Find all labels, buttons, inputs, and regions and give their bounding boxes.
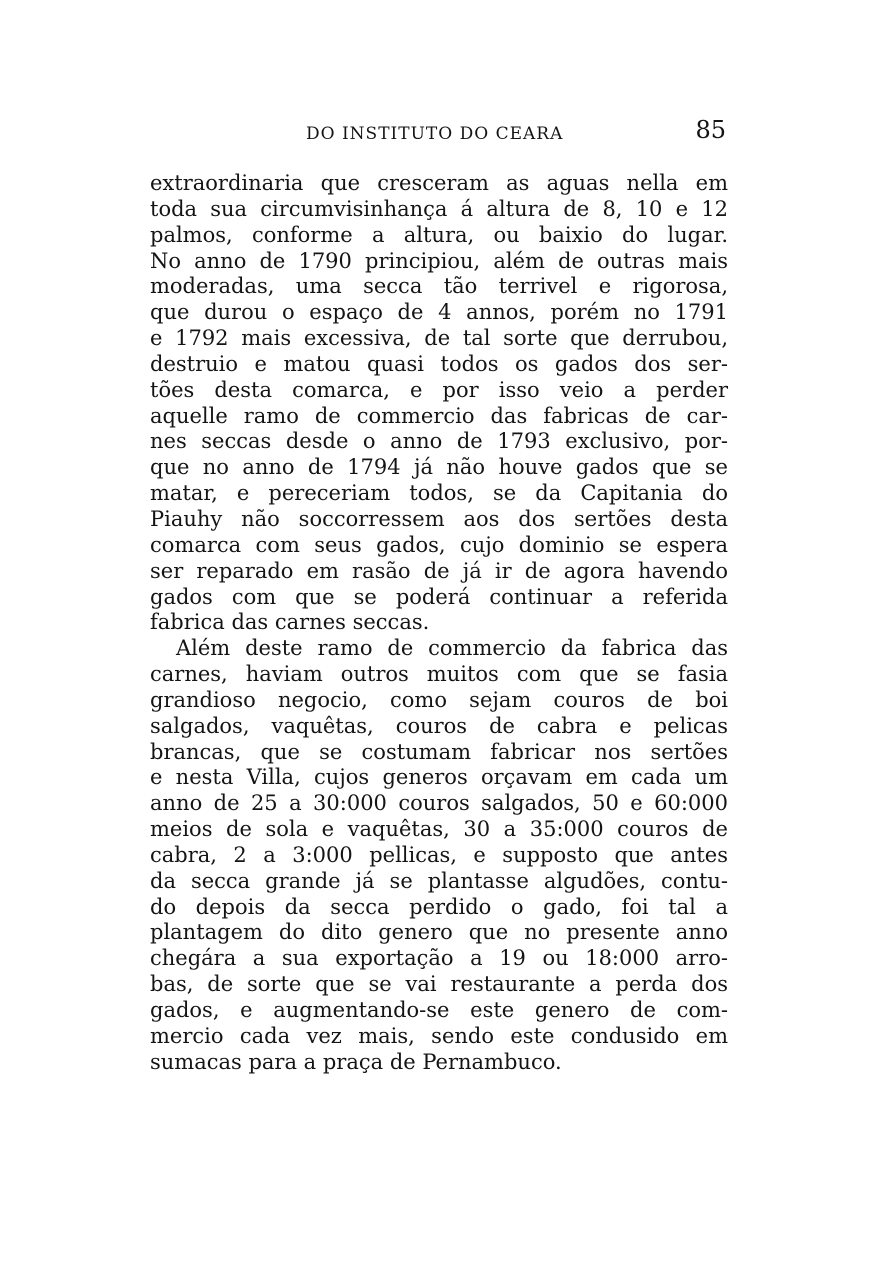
text-line: matar, e pereceriam todos, se da Capitania do: [150, 481, 728, 506]
text-line: e 1792 mais excessiva, de tal sorte que derrubou,: [150, 326, 728, 351]
text-line: moderadas, uma secca tão terrivel e rigorosa,: [150, 274, 728, 299]
text-line: bas, de sorte que se vai restaurante a perda dos: [150, 972, 728, 997]
text-line: Piauhy não soccorressem aos dos sertões desta: [150, 506, 728, 531]
text-line: grandioso negocio, como sejam couros de boi: [150, 687, 728, 712]
text-line: nes seccas desde o anno de 1793 exclusivo, por-: [150, 429, 728, 454]
text-line: plantagem do dito genero que no presente anno: [150, 920, 728, 945]
paragraph-end-line: sumacas para a praça de Pernambuco.: [150, 1049, 562, 1074]
text-line: cabra, 2 a 3:000 pellicas, e supposto que antes: [150, 842, 728, 867]
page-number: 85: [695, 116, 726, 144]
text-line: da secca grande já se plantasse algudões, contu-: [150, 868, 728, 893]
text-line: meios de sola e vaquêtas, 30 a 35:000 couros de: [150, 817, 728, 842]
text-line: aquelle ramo de commercio das fabricas de car-: [150, 403, 728, 428]
text-line: gados, e augmentando-se este genero de com-: [150, 998, 728, 1022]
text-line: chegára a sua exportação a 19 ou 18:000 arro-: [150, 946, 728, 971]
text-line: do depois da secca perdido o gado, foi tal a: [150, 894, 728, 919]
text-line: brancas, que se costumam fabricar nos sertões: [150, 739, 728, 764]
text-line: anno de 25 a 30:000 couros salgados, 50 e 60:000: [150, 791, 728, 816]
text-line: ser reparado em rasão de já ir de agora havendo: [150, 558, 728, 583]
text-line: destruio e matou quasi todos os gados dos ser-: [150, 351, 728, 376]
text-line: mercio cada vez mais, sendo este condusido em: [150, 1023, 728, 1048]
text-line: palmos, conforme a altura, ou baixio do lugar.: [150, 222, 728, 247]
text-line: comarca com seus gados, cujo dominio se espera: [150, 532, 728, 557]
paragraph-end-line: fabrica das carnes seccas.: [150, 610, 430, 635]
text-line: extraordinaria que cresceram as aguas nella em: [150, 171, 728, 195]
text-line: tões desta comarca, e por isso veio a perder: [150, 377, 728, 402]
text-line: que durou o espaço de 4 annos, porém no 1791: [150, 300, 728, 325]
text-line: salgados, vaquêtas, couros de cabra e pelicas: [150, 713, 728, 738]
text-line: toda sua circumvisinhança á altura de 8, 10 e 12: [150, 196, 728, 221]
text-line: No anno de 1790 principiou, além de outras mais: [150, 248, 728, 273]
body-text: [150, 171, 728, 1076]
running-head: [150, 116, 730, 150]
text-line: e nesta Villa, cujos generos orçavam em cada um: [150, 765, 728, 790]
text-line: carnes, haviam outros muitos com que se fasia: [150, 662, 728, 687]
running-title: DO INSTITUTO DO CEARA: [306, 124, 564, 144]
text-line: que no anno de 1794 já não houve gados que se: [150, 455, 728, 480]
paragraph-start-line: Além deste ramo de commercio da fabrica das: [176, 636, 728, 661]
text-line: gados com que se poderá continuar a referida: [150, 584, 728, 609]
